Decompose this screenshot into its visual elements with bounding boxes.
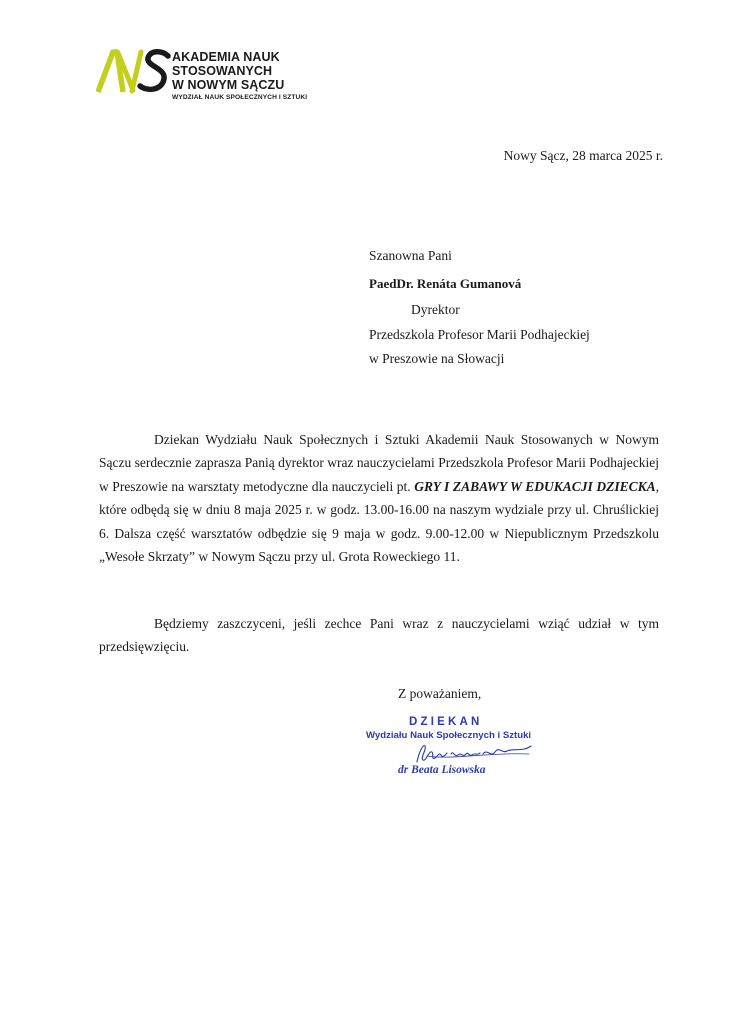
body-paragraph-1-start: Dziekan Wydziału Nauk Społecznych i Sztuki Akademii Nauk Stosowanych w Nowym Sączu serdecznie zaprasza Panią dyrektor wraz nauczycielami Przedszkola Profesor Marii Podhajeckiej w Preszowie na warsztaty metodyczne dla nauczycieli pt. <box>99 432 659 494</box>
addressee-greeting: Szanowna Pani <box>369 248 452 263</box>
addressee-location: w Preszowie na Słowacji <box>369 351 505 366</box>
addressee-role: Dyrektor <box>411 302 460 317</box>
body-paragraph-1-end: , które odbędą się w dniu 8 maja 2025 r. w godz. 13.00-16.00 na naszym wydziale przy ul. Chruślickiej 6. Dalsza część warsztatów odbędzie się 9 maja w godz. 9.00-12.00 w Niepublicznym Przedszkolu „Wesołe Skrzaty” w Nowym Sączu przy ul. Grota Roweckiego 11. <box>99 478 659 565</box>
logo-line-2: STOSOWANYCH <box>172 64 273 78</box>
logo-text <box>172 50 307 103</box>
stamp-department: Wydziału Nauk Społecznych i Sztuki <box>366 730 532 741</box>
stamp-title: DZIEKAN <box>409 716 483 728</box>
dean-stamp <box>363 716 553 786</box>
body-paragraph-1 <box>99 428 659 568</box>
body-paragraph-2: Będziemy zaszczyceni, jeśli zechce Pani wraz z nauczycielami wziąć udział w tym przedsięwzięciu. <box>99 616 659 655</box>
closing-salutation: Z poważaniem, <box>398 686 482 701</box>
addressee-name: PaedDr. Renáta Gumanová <box>369 276 522 291</box>
university-logo <box>96 46 346 108</box>
letter-date: Nowy Sącz, 28 marca 2025 r. <box>503 148 663 163</box>
logo-line-1: AKADEMIA NAUK <box>172 50 280 64</box>
logo-subtitle: WYDZIAŁ NAUK SPOŁECZNYCH I SZTUKI <box>172 94 308 101</box>
ans-logo-mark-icon <box>96 46 172 98</box>
stamp-person-name: dr Beata Lisowska <box>398 764 486 776</box>
logo-line-3: W NOWYM SĄCZU <box>172 78 285 92</box>
workshop-title: GRY I ZABAWY W EDUKACJI DZIECKA <box>414 478 656 494</box>
addressee-institution: Przedszkola Profesor Marii Podhajeckiej <box>369 327 590 342</box>
